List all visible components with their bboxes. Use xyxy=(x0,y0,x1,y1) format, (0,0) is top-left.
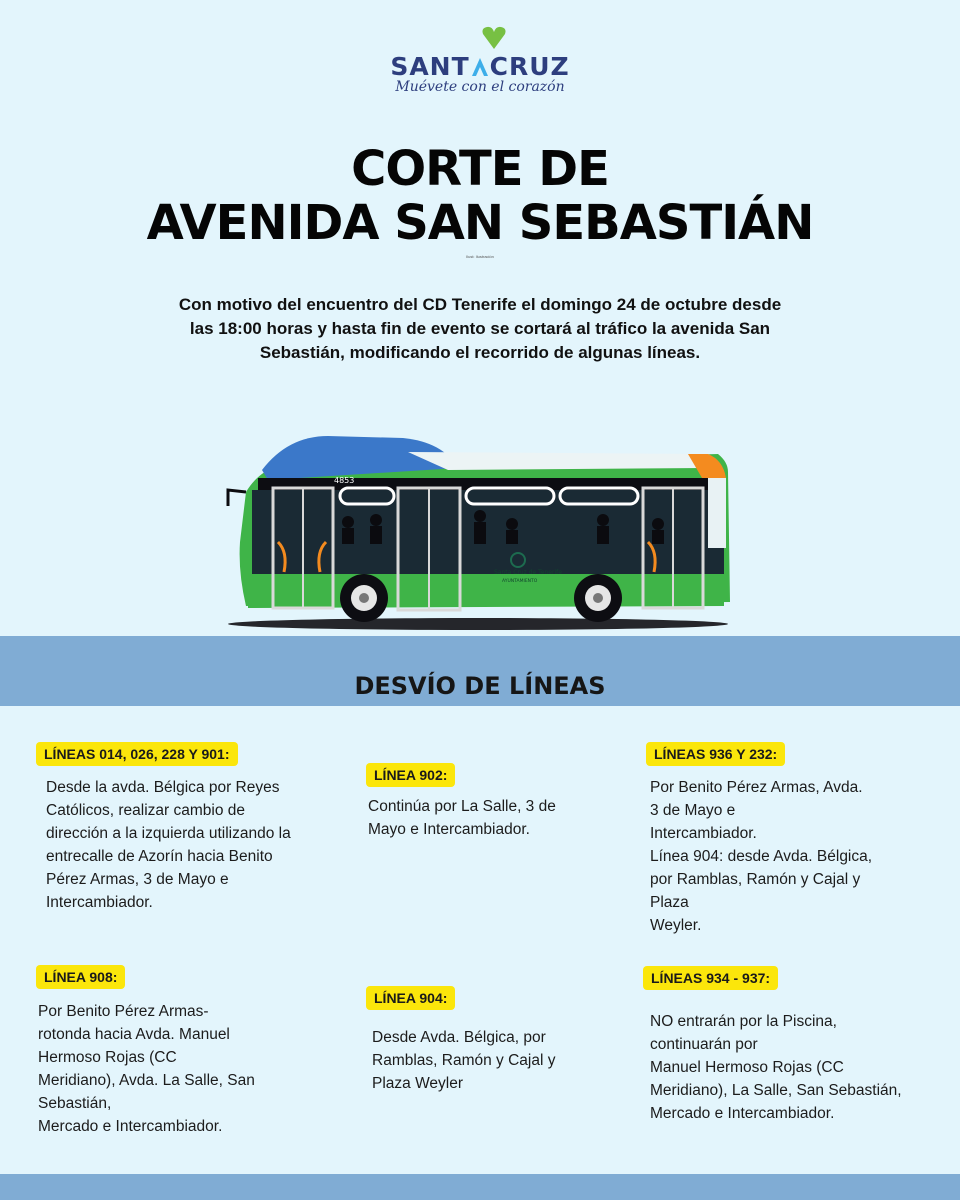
line-badge: LÍNEAS 014, 026, 228 Y 901: xyxy=(36,742,238,766)
santa-cruz-logo xyxy=(0,30,960,95)
tiny-caption: Ilust: Ilustración xyxy=(466,254,494,259)
bus-illustration xyxy=(218,432,738,632)
intro-paragraph: Con motivo del encuentro del CD Tenerife el domingo 24 de octubre desde las 18:00 horas y hasta fin de evento se cortará al tráfico la avenida San Sebastián, modificando el recorrido de algunas líneas. xyxy=(178,295,782,362)
line-badge: LÍNEAS 934 - 937: xyxy=(643,966,778,990)
line-description: Desde Avda. Bélgica, por Ramblas, Ramón y Cajal y Plaza Weyler xyxy=(372,1029,556,1092)
footer-band xyxy=(0,1174,960,1200)
line-description: Por Benito Pérez Armas, Avda. 3 de Mayo e Intercambiador. Línea 904: desde Avda. Bélgica, por Ramblas, Ramón y Cajal y Plaza Weyler. xyxy=(650,779,873,934)
logo-word-part2: CRUZ xyxy=(489,52,570,81)
logo-a-mark xyxy=(470,57,490,77)
page-title xyxy=(0,142,960,250)
bus-number: 4853 xyxy=(334,476,355,485)
title-line-1: CORTE DE xyxy=(351,141,609,197)
line-description: Desde la avda. Bélgica por Reyes Católicos, realizar cambio de dirección a la izquierda utilizando la entrecalle de Azorín hacia Benito Pérez Armas, 3 de Mayo e Intercambiador. xyxy=(46,779,291,911)
line-badge: LÍNEA 908: xyxy=(36,965,125,989)
logo-tagline: Muévete con el corazón xyxy=(395,79,565,95)
line-badge: LÍNEAS 936 Y 232: xyxy=(646,742,785,766)
bus-side-subtext: AYUNTAMIENTO xyxy=(502,579,538,584)
bus-side-text: Santa Cruz de Tenerife xyxy=(494,569,562,576)
logo-wordmark xyxy=(390,52,569,81)
line-badge: LÍNEA 904: xyxy=(366,986,455,1010)
line-badge: LÍNEA 902: xyxy=(366,763,455,787)
line-description: NO entrarán por la Piscina, continuarán por Manuel Hermoso Rojas (CC Meridiano), La Salle, San Sebastián, Mercado e Intercambiador. xyxy=(650,1013,902,1122)
logo-word-part1: SANT xyxy=(390,52,470,81)
title-line-2: AVENIDA SAN SEBASTIÁN xyxy=(146,195,814,251)
section-title: DESVÍO DE LÍNEAS xyxy=(354,672,606,700)
line-description: Por Benito Pérez Armas- rotonda hacia Avda. Manuel Hermoso Rojas (CC Meridiano), Avda. La Salle, San Sebastián, Mercado e Intercambiador. xyxy=(38,1003,255,1135)
heart-icon xyxy=(481,26,507,50)
line-description: Continúa por La Salle, 3 de Mayo e Intercambiador. xyxy=(368,798,556,838)
